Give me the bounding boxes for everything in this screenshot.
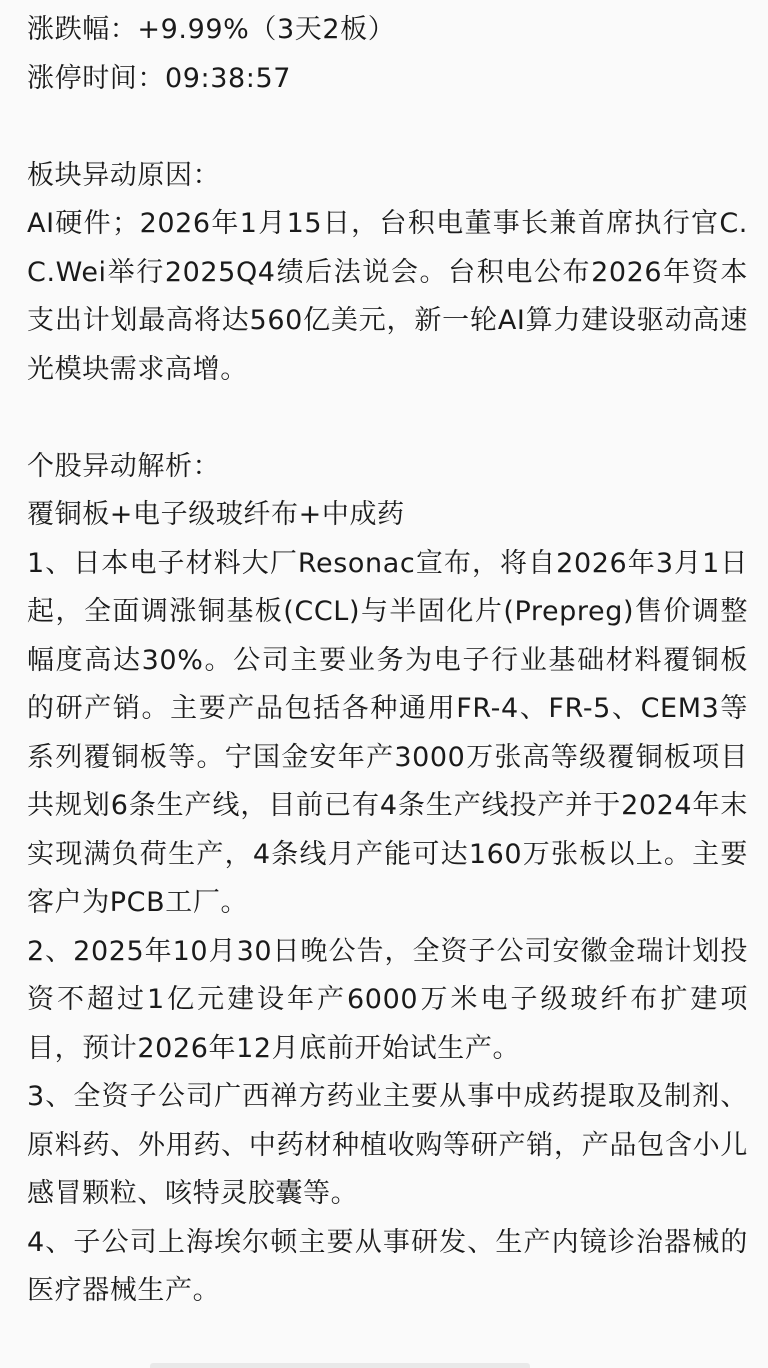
change-label: 涨跌幅： (27, 14, 138, 45)
analysis-item-4: 4、子公司上海埃尔顿主要从事研发、生产内镜诊治器械的医疗器械生产。 (27, 1226, 748, 1306)
sector-reason-title: 板块异动原因： (27, 159, 221, 191)
analysis-item-1: 1、日本电子材料大厂Resonac宣布，将自2026年3月1日起，全面调涨铜基板(CCL)与半固化片(Prepreg)售价调整幅度高达30%。公司主要业务为电子行业基础材料覆铜板的研产销。主要产品包括各种通用FR-4、FR-5、CEM3等系列覆铜板等。宁国金安年产3000万张高等级覆铜板项目共规划6条生产线，目前已有4条生产线投产并于2024年末实现满负荷生产，4条线月产能可达160万张板以上。主要客户为PCB工厂。 (27, 547, 748, 918)
bottom-scroll-indicator (150, 1363, 530, 1368)
analysis-item-2: 2、2025年10月30日晚公告，全资子公司安徽金瑞计划投资不超过1亿元建设年产6000万米电子级玻纤布扩建项目，预计2026年12月底前开始试生产。 (27, 935, 748, 1064)
change-line (27, 6, 748, 55)
limit-time-line (27, 55, 748, 104)
analysis-item-3: 3、全资子公司广西禅方药业主要从事中成药提取及制剂、原料药、外用药、中药材种植收购等研产销，产品包含小儿感冒颗粒、咳特灵胶囊等。 (27, 1081, 748, 1209)
sector-reason-body: AI硬件；2026年1月15日，台积电董事长兼首席执行官C.C.Wei举行2025Q4绩后法说会。台积电公布2026年资本支出计划最高将达560亿美元，新一轮AI算力建设驱动高速光模块需求高增。 (27, 208, 748, 385)
limit-time-label: 涨停时间： (27, 62, 165, 94)
change-value: +9.99%（3天2板） (137, 14, 396, 45)
stock-analysis-title: 个股异动解析： (27, 450, 221, 482)
spacer (27, 103, 748, 152)
limit-time-value: 09:38:57 (165, 62, 292, 94)
stock-analysis-tags: 覆铜板+电子级玻纤布+中成药 (27, 499, 405, 530)
spacer (27, 394, 748, 443)
